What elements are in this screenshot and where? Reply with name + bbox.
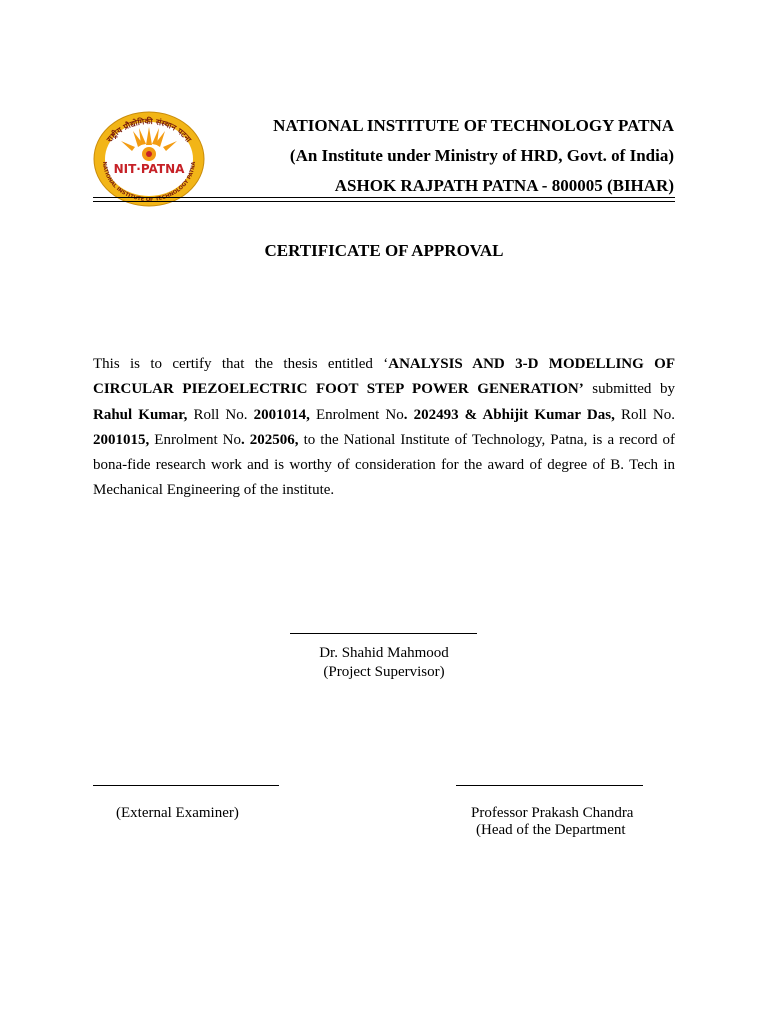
certificate-title: CERTIFICATE OF APPROVAL [264,241,504,260]
logo-brand: NIT·PATNA [113,162,185,176]
institute-name: NATIONAL INSTITUTE OF TECHNOLOGY PATNA [273,116,674,135]
institute-subtitle: (An Institute under Ministry of HRD, Govt. of India) [289,146,674,165]
enrolment-number: . 202506, [241,431,299,448]
supervisor-signature-line [290,633,477,634]
hod-role: (Head of the Department [476,822,626,838]
header-rule-top [93,197,675,198]
roll-number: 2001014, [253,406,310,423]
hod-name: Professor Prakash Chandra [471,805,634,821]
certificate-body: This is to certify that the thesis entitled ‘ANALYSIS AND 3-D MODELLING OF CIRCULAR PIEZOELECTRIC FOOT STEP POWER GENERATION’ submitted by Rahul Kumar, Roll No. 2001014, Enrolment No. 202493 & Abhijit Kumar Das, Roll No. 2001015, Enrolment No. 202506, to the National Institute of Technology, Patna, is a record of bona-fide research work and is worthy of consideration for the award of degree of B. Tech in Mechanical Engineering of the institute. [93,356,676,499]
nit-patna-logo [93,111,205,207]
thesis-title: ANALYSIS AND 3-D MODELLING OF CIRCULAR PIEZOELECTRIC FOOT STEP POWER GENERATION’ [93,356,675,398]
roll-number: 2001015, [93,431,150,448]
external-signature-line [93,785,279,786]
svg-text:राष्ट्रीय प्रौद्योगिकी संस्थान: राष्ट्रीय प्रौद्योगिकी संस्थान पटना [104,116,193,144]
enrolment-and-student: . 202493 & Abhijit Kumar Das, [403,406,615,423]
hod-signature-line [456,785,643,786]
svg-text:NATIONAL INSTITUTE OF TECHNOLO: NATIONAL INSTITUTE OF TECHNOLOGY PATNA [100,161,198,204]
student-name: Rahul Kumar, [93,406,188,423]
supervisor-role: (Project Supervisor) [323,664,445,680]
supervisor-name: Dr. Shahid Mahmood [319,645,449,661]
header-rule-bottom [93,201,675,202]
institute-address: ASHOK RAJPATH PATNA - 800005 (BIHAR) [334,176,674,195]
external-examiner: (External Examiner) [116,805,239,821]
